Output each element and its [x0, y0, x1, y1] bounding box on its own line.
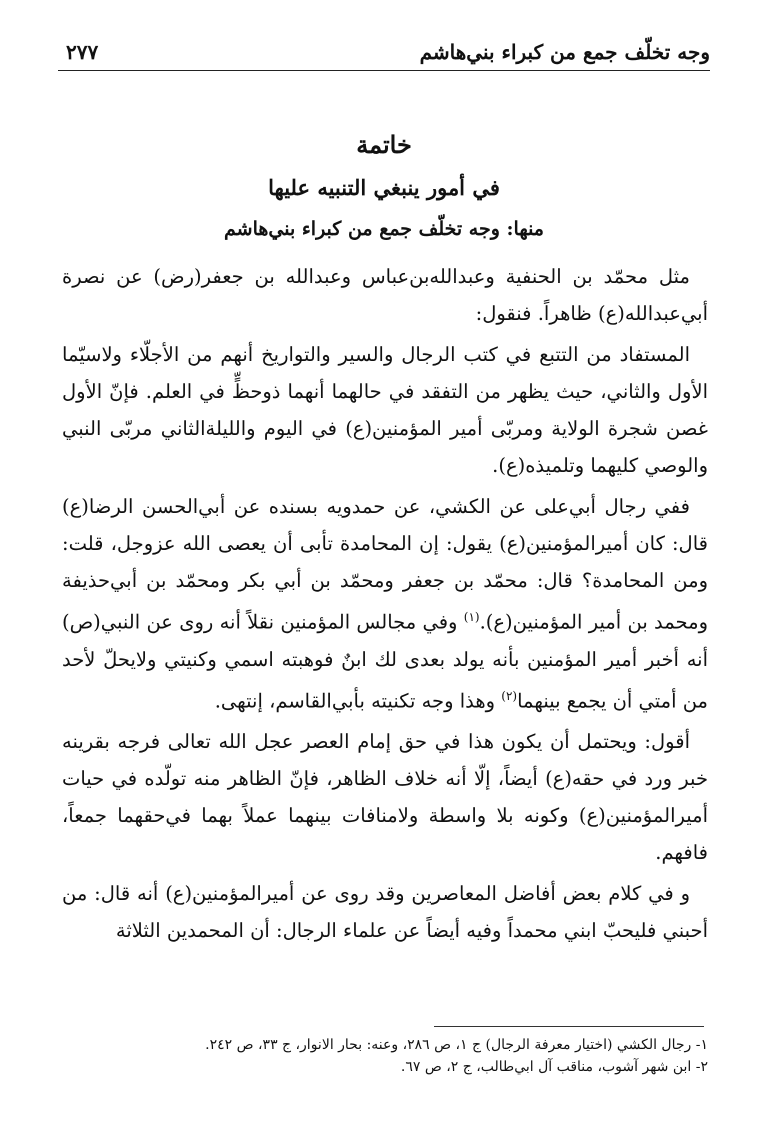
body-text	[62, 258, 708, 953]
chapter-title: خاتمة	[356, 130, 412, 159]
footnote-1: ١- رجال الكشي (اختيار معرفة الرجال) ج ١، ص ٢٨٦، وعنه: بحار الانوار، ج ٣٣، ص ٢٤٢.	[205, 1037, 708, 1053]
footnote-separator	[434, 1026, 704, 1027]
paragraph	[62, 488, 708, 719]
section-title: منها: وجه تخلّف جمع من كبراء بني‌هاشم	[224, 218, 544, 240]
footnote-mark-1[interactable]: (١)	[463, 610, 480, 624]
paragraph: و في كلام بعض أفاضل المعاصرين وقد روى عن أميرالمؤمنين(ع) أنه قال: من أحبني فليحبّ ابني محمداً وفيه أيضاً عن علماء الرجال: أن المحمدين الثلاثة	[62, 882, 708, 942]
running-title: وجه تخلّف جمع من كبراء بني‌هاشم	[419, 40, 710, 64]
paragraph-text: وفي مجالس المؤمنين نقلاً أنه روى عن النبي(ص) أنه أخبر أمير المؤمنين بأنه يولد بعدى لك ابنٌ فوهبته اسمي وكنيتي ولايحلّ لأحد من أمتي أن يجمع بينهما	[62, 610, 708, 712]
chapter-subtitle: في أمور ينبغي التنبيه عليها	[268, 175, 500, 200]
page-number: ٢٧٧	[66, 40, 99, 64]
paragraph: أقول: ويحتمل أن يكون هذا في حق إمام العصر عجل الله تعالى فرجه بقرينه خبر ورد في حقه(ع) أيضاً، إلّا أنه خلاف الظاهر، فإنّ الظاهر منه تولّده في حيات أميرالمؤمنين(ع) وكونه بلا واسطة ولامنافات بينهما عملاً بهما في‌حقهما جمعاً، فافهم.	[62, 730, 708, 864]
page-header	[58, 28, 710, 71]
paragraph-text: ففي رجال أبي‌على عن الكشي، عن حمدويه بسنده عن أبي‌الحسن الرضا(ع) قال: كان أميرالمؤمنين(ع) يقول: إن المحامدة تأبى أن يعصى الله عزوجل، قلت: ومن المحامدة؟ قال: محمّد بن جعفر ومحمّد بن أبي بكر ومحمّد بن أبي‌حذيفة ومحمد بن أمير المؤمنين(ع).	[62, 495, 708, 634]
footnotes	[62, 1034, 708, 1078]
paragraph: مثل محمّد بن الحنفية وعبدالله‌بن‌عباس وعبدالله بن جعفر(رض) عن نصرة أبي‌عبدالله(ع) ظاهراً. فنقول:	[62, 265, 708, 325]
paragraph: المستفاد من التتبع في كتب الرجال والسير والتواريخ أنهم من الأجلّاء ولاسيّما الأول والثاني، حيث يظهر من التفقد في حالهما أنهما ذوحظٍّ في العلم. فإنّ الأول غصن شجرة الولاية ومربّى أمير المؤمنين(ع) في اليوم والليلة‌الثاني مربّى النبي والوصي كليهما وتلميذه(ع).	[62, 343, 708, 477]
paragraph-text: وهذا وجه تكنيته بأبي‌القاسم، إنتهى.	[214, 689, 496, 712]
footnote-2: ٢- ابن شهر آشوب، مناقب آل ابي‌طالب، ج ٢، ص ٦٧.	[400, 1059, 708, 1075]
footnote-mark-2[interactable]: (٢)	[501, 688, 518, 703]
